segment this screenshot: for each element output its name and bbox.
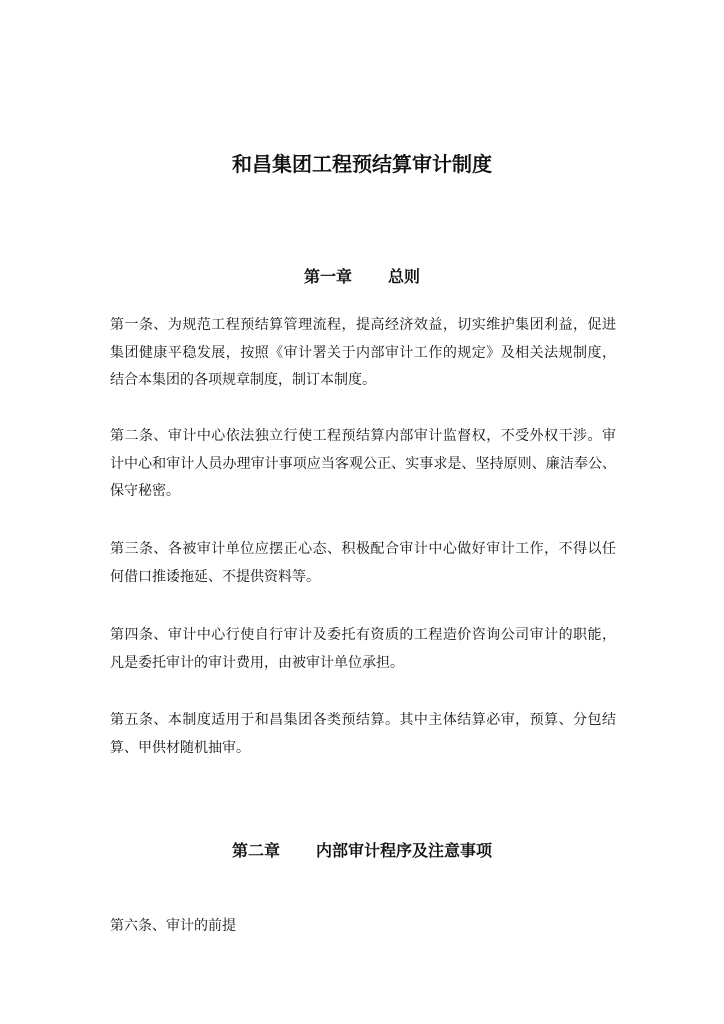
article-4 [110,622,616,677]
article-1 [110,312,616,395]
chapter-1-heading [0,264,724,287]
article-6 [110,913,616,941]
text-line: 第四条、审计中心行使自行审计及委托有资质的工程造价咨询公司审计的职能， [110,627,616,643]
text-line: 凡是委托审计的审计费用，由被审计单位承担。 [110,654,404,671]
text-line: 第三条、各被审计单位应摆正心态、积极配合审计中心做好审计工作，不得以任 [110,541,616,557]
document-title: 和昌集团工程预结算审计制度 [232,152,492,176]
text-line: 计中心和审计人员办理审计事项应当客观公正、实事求是、坚持原则、廉洁奉公、 [110,455,616,472]
text-line: 算、甲供材随机抽审。 [110,739,250,756]
text-line: 何借口推诿拖延、不提供资料等。 [110,568,320,585]
text-line: 第一条、为规范工程预结算管理流程，提高经济效益，切实维护集团利益，促进 [110,317,616,333]
article-5 [110,707,616,762]
chapter-number: 第二章 [231,841,280,860]
text-line: 结合本集团的各项规章制度，制订本制度。 [110,372,376,388]
chapter-number: 第一章 [303,267,352,286]
text-line: 第六条、审计的前提 [110,918,236,934]
article-3 [110,536,616,591]
text-line: 第五条、本制度适用于和昌集团各类预结算。其中主体结算必审，预算、分包结 [110,712,616,728]
text-line: 第二条、审计中心依法独立行使工程预结算内部审计监督权，不受外权干涉。审 [110,428,616,444]
text-line: 集团健康平稳发展，按照《审计署关于内部审计工作的规定》及相关法规制度， [110,344,616,361]
chapter-2-heading [0,838,724,861]
article-2 [110,423,616,506]
chapter-name: 总则 [388,267,421,286]
text-line: 保守秘密。 [110,483,180,499]
chapter-name: 内部审计程序及注意事项 [316,841,493,860]
